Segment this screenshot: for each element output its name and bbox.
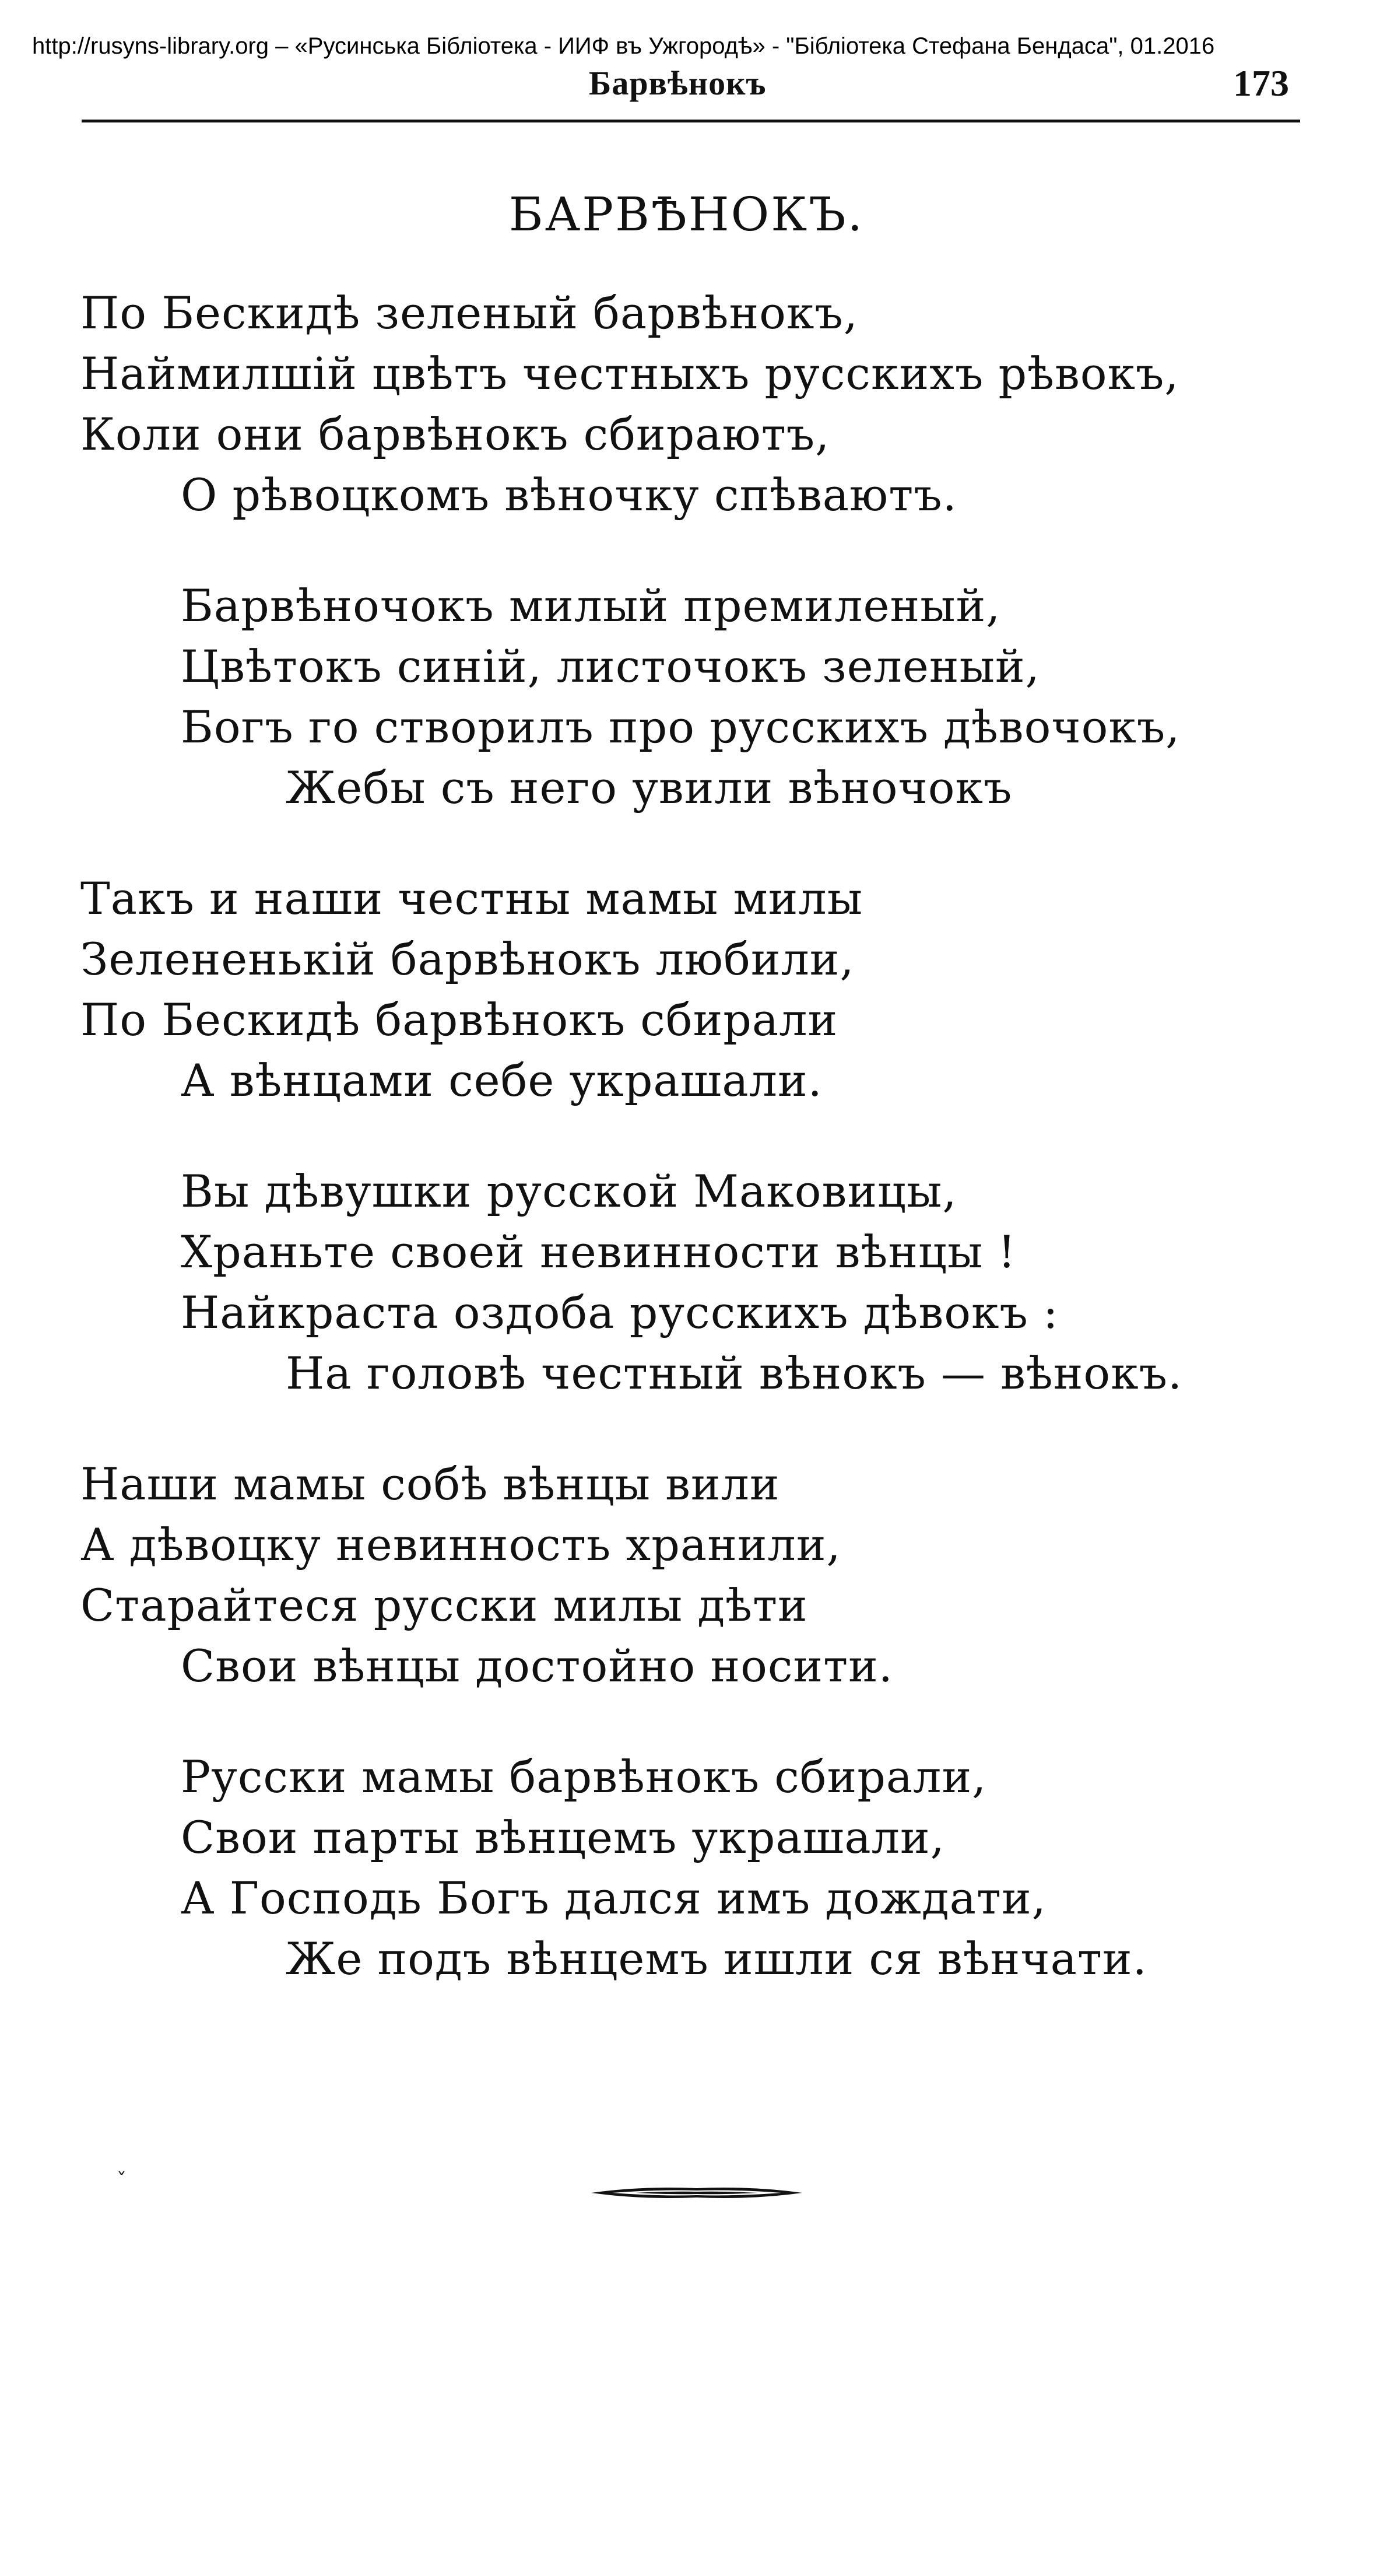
poem-line: Же подъ вѣнцемъ ишли ся вѣнчати. bbox=[286, 1933, 1147, 1985]
poem-line: Наши мамы собѣ вѣнцы вили bbox=[80, 1458, 780, 1510]
stray-mark: ˇ bbox=[117, 2169, 127, 2192]
poem-line: Цвѣтокъ синій, листочокъ зеленый, bbox=[181, 640, 1040, 692]
poem-title: БАРВѢНОКЪ. bbox=[508, 187, 865, 241]
stanza bbox=[0, 283, 1373, 525]
source-line: http://rusyns-library.org – «Русинська Бібліотека - ИИФ въ Ужгородѣ» - "Бібліотека Стефана Бендаса", 01.2016 bbox=[32, 33, 1215, 59]
end-ornament bbox=[589, 2181, 805, 2205]
poem-line: А вѣнцами себе украшали. bbox=[181, 1054, 823, 1106]
poem-line: Коли они барвѣнокъ сбираютъ, bbox=[80, 408, 830, 460]
stanza bbox=[0, 1747, 1373, 1989]
poem-line: Русски мамы барвѣнокъ сбирали, bbox=[181, 1751, 987, 1803]
stanza bbox=[0, 1161, 1373, 1404]
poem-line: Барвѣночокъ милый премиленый, bbox=[181, 580, 1001, 632]
poem-line: Такъ и наши честны мамы милы bbox=[80, 872, 863, 924]
stanza bbox=[0, 868, 1373, 1111]
page-number: 173 bbox=[1233, 62, 1289, 104]
poem-line: Наймилшій цвѣтъ честныхъ русскихъ рѣвокъ, bbox=[80, 348, 1179, 399]
poem-line: Жебы съ него увили вѣночокъ bbox=[286, 762, 1013, 814]
poem-line: А дѣвоцку невинность хранили, bbox=[80, 1519, 841, 1571]
header-rule bbox=[82, 120, 1300, 122]
poem-line: По Бескидѣ зеленый барвѣнокъ, bbox=[80, 287, 858, 339]
poem-line: Зелененькій барвѣнокъ любили, bbox=[80, 933, 855, 985]
poem-body bbox=[0, 283, 1373, 2039]
poem-line: На головѣ честный вѣнокъ — вѣнокъ. bbox=[286, 1347, 1183, 1399]
poem-line: Богъ го створилъ про русскихъ дѣвочокъ, bbox=[181, 701, 1181, 753]
poem-line: А Господь Богъ дался имъ дождати, bbox=[181, 1872, 1047, 1924]
stanza bbox=[0, 1454, 1373, 1697]
stanza bbox=[0, 576, 1373, 818]
poem-line: По Бескидѣ барвѣнокъ сбирали bbox=[80, 994, 838, 1046]
poem-line: Свои парты вѣнцемъ украшали, bbox=[181, 1811, 945, 1863]
poem-line: Храньте своей невинности вѣнцы ! bbox=[181, 1226, 1017, 1278]
poem-line: Свои вѣнцы достойно носити. bbox=[181, 1640, 893, 1692]
running-head: Барвѣнокъ bbox=[589, 64, 767, 102]
poem-line: Найкраста оздоба русскихъ дѣвокъ : bbox=[181, 1287, 1059, 1338]
poem-line: Вы дѣвушки русской Маковицы, bbox=[181, 1165, 957, 1217]
poem-line: О рѣвоцкомъ вѣночку спѣваютъ. bbox=[181, 469, 957, 521]
poem-line: Старайтеся русски милы дѣти bbox=[80, 1579, 808, 1631]
